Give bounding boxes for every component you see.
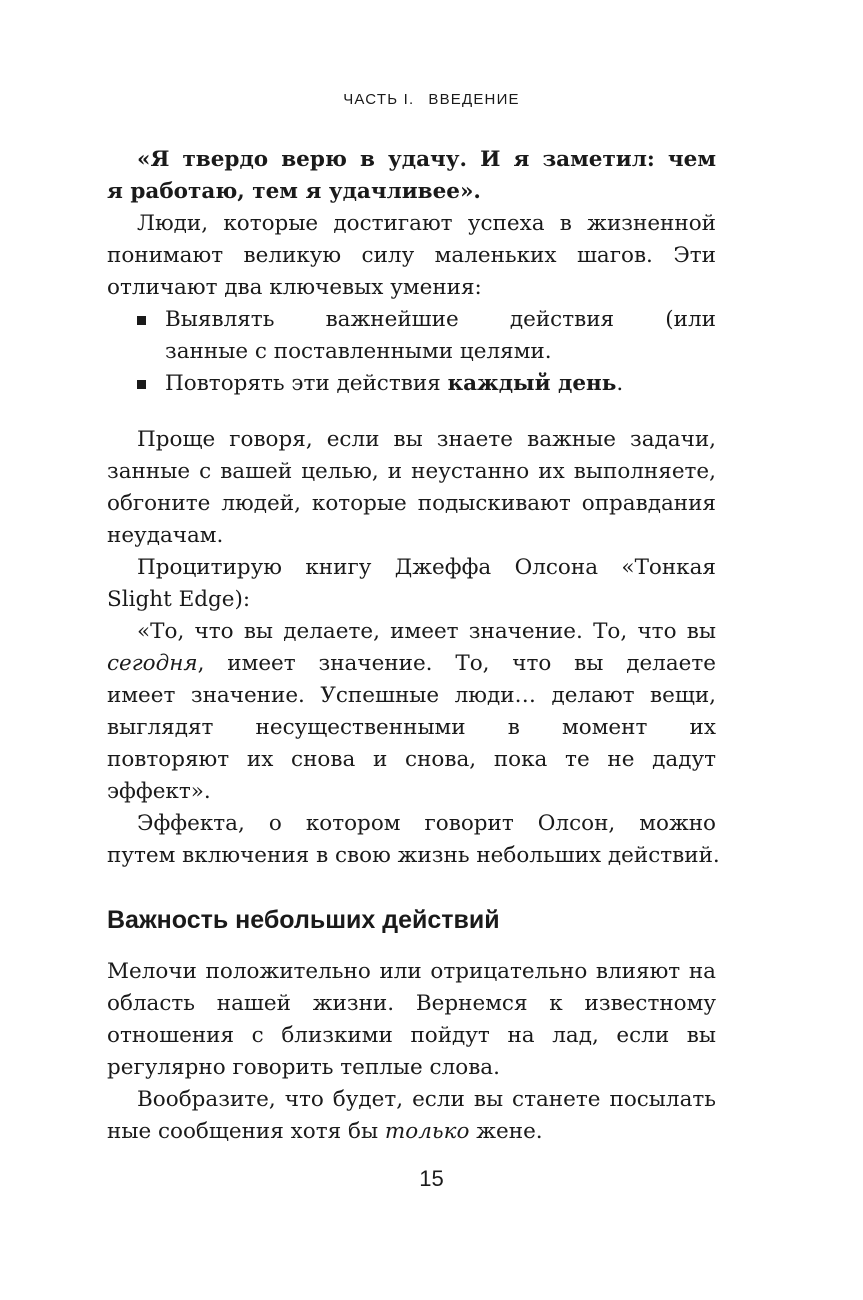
- quote-line: я работаю, тем я удачливее».: [107, 179, 481, 204]
- paragraph-line: Вообразите, что будет, если вы станете посылать: [137, 1087, 716, 1112]
- paragraph-text: Мелочи положительно или отрицательно влияют на: [107, 959, 716, 984]
- paragraph-italic: только: [384, 1119, 470, 1144]
- paragraph-line: Проще говоря, если вы знаете важные задачи,: [137, 427, 716, 452]
- paragraph-line: регулярно говорить теплые слова.: [107, 1055, 500, 1080]
- paragraph-line: путем включения в свою жизнь небольших действий.: [107, 843, 720, 868]
- quote-line: «Я твердо верю в удачу. И я заметил: чем: [137, 147, 716, 172]
- running-header-part: ЧАСТЬ I.: [343, 91, 415, 108]
- paragraph-text: ные сообщения хотя бы: [107, 1119, 385, 1144]
- paragraph-text: жене.: [469, 1119, 543, 1144]
- running-header: [0, 91, 863, 108]
- paragraph-line: отношения с близкими пойдут на лад, если вы: [107, 1023, 716, 1048]
- bullet-item: [107, 304, 716, 336]
- paragraph-line: неудачам.: [107, 523, 224, 548]
- paragraph-line: Люди, которые достигают успеха в жизненной: [137, 211, 716, 236]
- citation-line: эффект».: [107, 779, 211, 804]
- citation-line: имеет значение. Успешные люди… делают вещи,: [107, 683, 716, 708]
- bullet-punct: .: [616, 371, 624, 396]
- paragraph-line: занные с вашей целью, и неустанно их выполняете,: [107, 459, 716, 484]
- citation-line: повторяют их снова и снова, пока те не дадут: [107, 747, 716, 772]
- bullet-square-icon: [137, 380, 146, 389]
- paragraph-line: [107, 1116, 716, 1148]
- paragraph-line: понимают великую силу маленьких шагов. Эти: [107, 243, 716, 268]
- bullet-square-icon: [137, 316, 146, 325]
- paragraph-line: обгоните людей, которые подыскивают оправдания: [107, 491, 716, 516]
- paragraph-line: [107, 956, 716, 988]
- citation-line: «То, что вы делаете, имеет значение. То, что вы: [137, 619, 716, 644]
- bullet-item: [107, 368, 716, 400]
- bullet-text: Выявлять важнейшие действия (или: [165, 307, 716, 332]
- running-header-title: ВВЕДЕНИЕ: [428, 91, 520, 108]
- citation-text: , имеет значение. То, что вы делаете: [197, 651, 716, 676]
- bullet-text: Повторять эти действия: [165, 371, 448, 396]
- citation-italic: сегодня: [107, 651, 198, 676]
- citation-line: [107, 648, 716, 680]
- paragraph-line: Процитирую книгу Джеффа Олсона «Тонкая: [137, 555, 716, 580]
- citation-line: выглядят несущественными в момент их: [107, 715, 716, 740]
- bullet-continuation: занные с поставленными целями.: [165, 339, 552, 364]
- paragraph-line: Эффекта, о котором говорит Олсон, можно: [137, 811, 716, 836]
- section-heading: Важность небольших действий: [107, 906, 500, 934]
- page-body: [107, 144, 720, 1148]
- paragraph-line: отличают два ключевых умения:: [107, 275, 482, 300]
- paragraph-line: Slight Edge):: [107, 587, 251, 612]
- bullet-emphasis: каждый день: [447, 371, 617, 396]
- page-number: 15: [419, 1166, 444, 1191]
- paragraph-line: область нашей жизни. Вернемся к известному: [107, 991, 716, 1016]
